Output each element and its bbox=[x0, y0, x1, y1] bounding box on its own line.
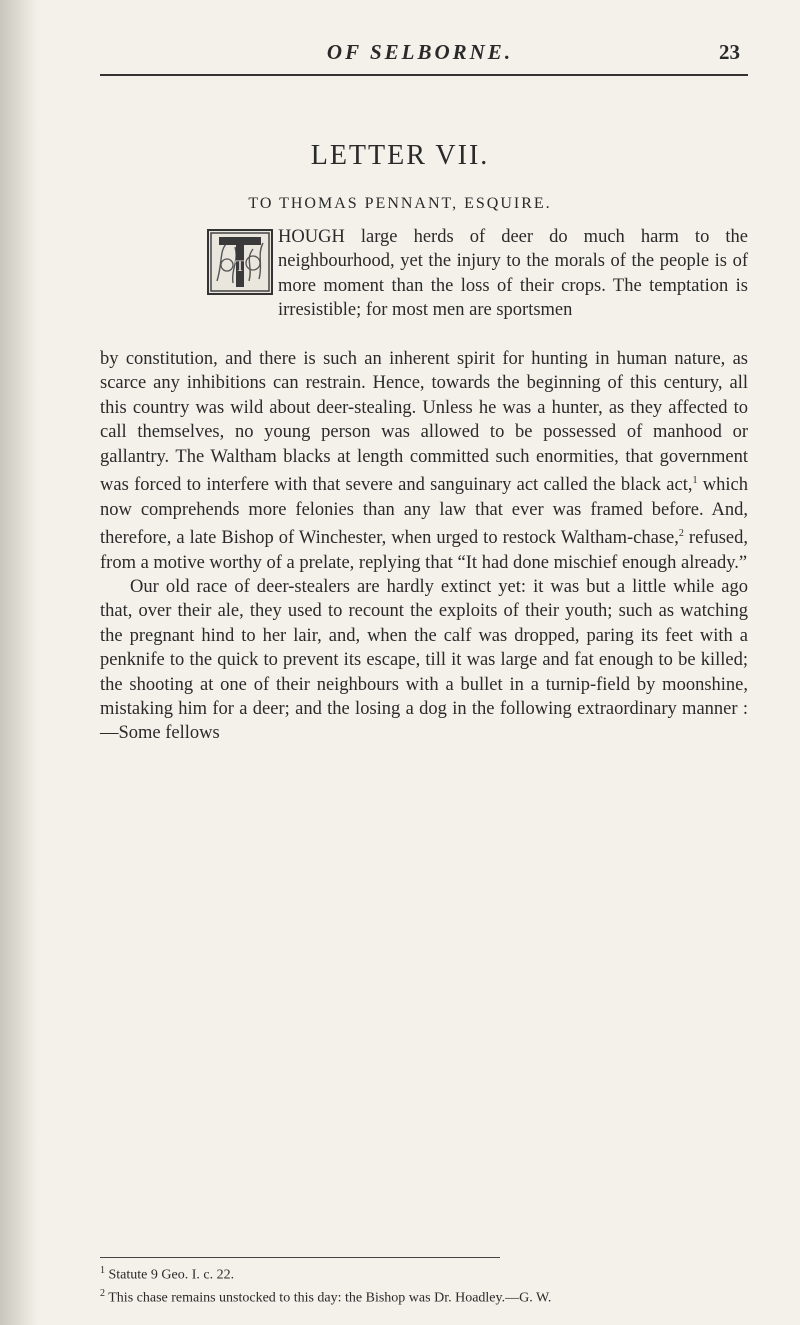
paragraph-1 bbox=[100, 347, 748, 575]
running-head bbox=[100, 40, 740, 76]
paragraph-1-part-b: which now comprehends more felonies than any law that ever was framed before. And, therefore, a late Bishop of Winchester, when urged to restock Waltham-chase, bbox=[100, 475, 748, 549]
footnote-1-text: Statute 9 Geo. I. c. 22. bbox=[105, 1267, 235, 1283]
paragraph-1-part-c: refused, from a motive worthy of a prelate, replying that “It had done mischief enough already.” bbox=[100, 528, 748, 573]
paragraph-2: Our old race of deer-stealers are hardly extinct yet: it was but a little while ago that, over their ale, they used to recount the exploits of their youth; such as watching the pregnant hind to her lair, and, when the calf was dropped, paring its feet with a penknife to the quick to prevent its escape, till it was large and fat enough to be killed; the shooting at one of their neighbours with a bullet in a turnip-field by moonshine, mistaking him for a deer; and the losing a dog in the following extraordinary manner :—Some fellows bbox=[100, 576, 748, 744]
footnote-mark-1: 1 bbox=[100, 1265, 105, 1276]
letter-body bbox=[100, 347, 748, 746]
header-rule bbox=[100, 74, 748, 76]
letter-title: LETTER VII. bbox=[310, 140, 490, 171]
opening-text: HOUGH large herds of deer do much harm to the neighbourhood, yet the injury to the morals of the people is of more moment than the loss of their crops. The temptation is irresistible; for most men are sportsmen bbox=[278, 227, 748, 321]
drop-cap-letter: T bbox=[235, 258, 245, 275]
footnotes bbox=[100, 1262, 748, 1307]
paragraph-1-part-a: by constitution, and there is such an inherent spirit for hunting in human nature, as scarce any inhibitions can restrain. Hence, towards the beginning of this century, all this country was wild about deer-stealing. Unless he was a hunter, as they affected to call themselves, no young person was allowed to be possessed of manhood or gallantry. The Waltham blacks at length committed such enormities, that government was forced to interfere with that severe and sanguinary act called the black act, bbox=[100, 349, 748, 496]
footnote-2-text: This chase remains unstocked to this day: the Bishop was Dr. Hoadley.—G. W. bbox=[105, 1290, 552, 1306]
running-title: OF SELBORNE. bbox=[326, 40, 514, 64]
footnote-2 bbox=[100, 1285, 748, 1308]
letter-addressee: TO THOMAS PENNANT, ESQUIRE. bbox=[248, 195, 552, 212]
footnote-1 bbox=[100, 1262, 748, 1285]
footnote-rule bbox=[100, 1257, 500, 1258]
ornamental-drop-cap-icon bbox=[207, 229, 273, 295]
footnote-ref-1[interactable]: 1 bbox=[692, 475, 698, 487]
opening-lines bbox=[278, 225, 748, 323]
footnote-ref-2[interactable]: 2 bbox=[678, 528, 684, 539]
footnote-mark-2: 2 bbox=[100, 1287, 105, 1299]
page-number: 23 bbox=[719, 40, 740, 64]
